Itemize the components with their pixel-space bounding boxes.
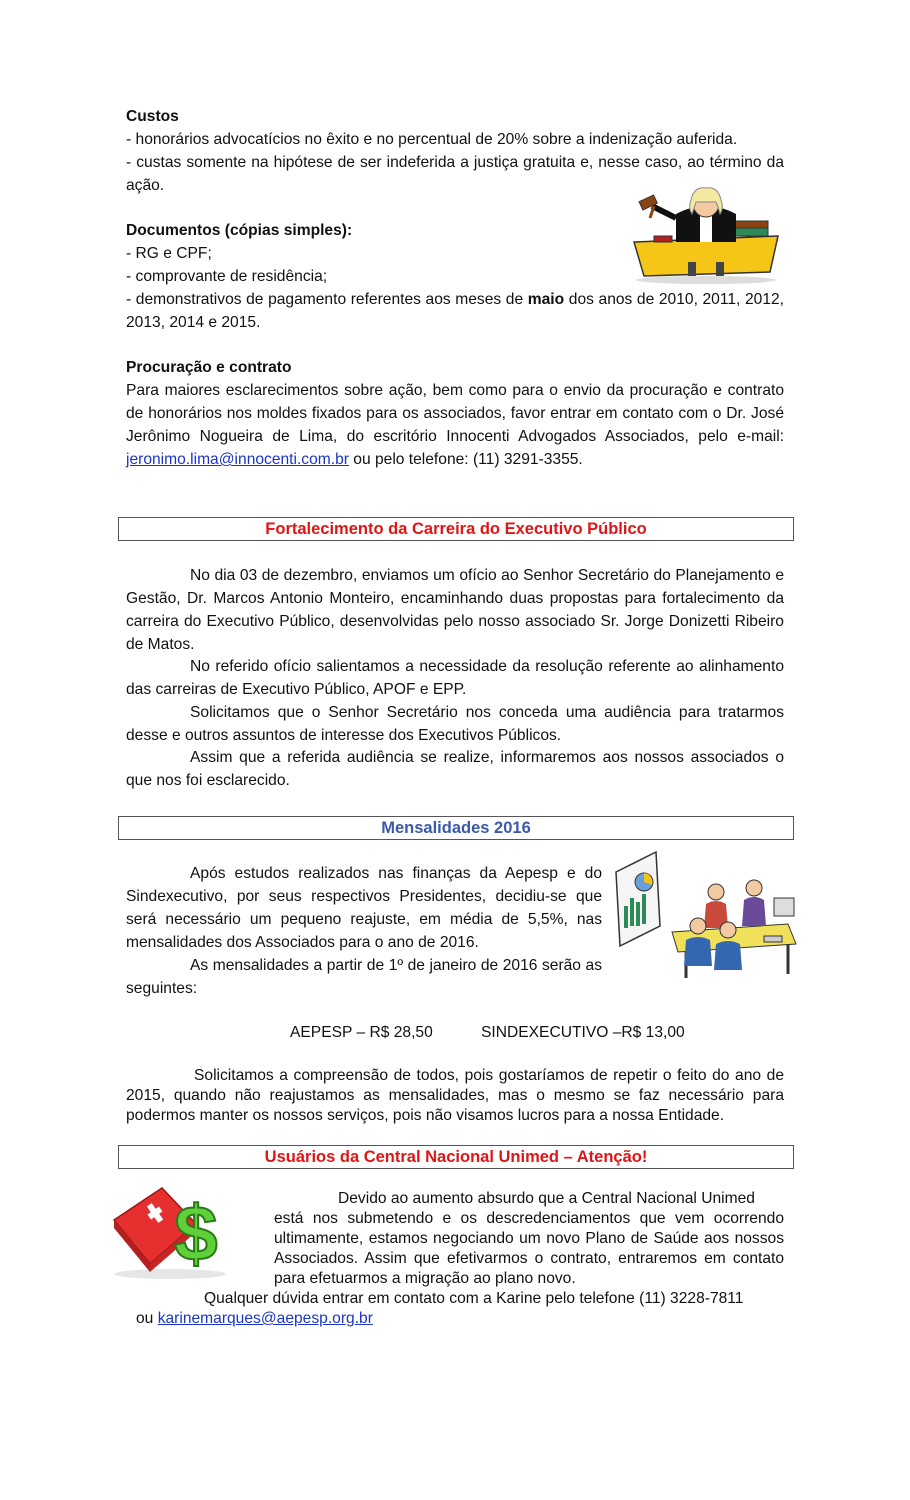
documents-item-residence: - comprovante de residência; xyxy=(126,268,328,285)
lawyer-email-link[interactable]: jeronimo.lima@innocenti.com.br xyxy=(126,451,349,468)
fees-paragraph-3: Solicitamos a compreensão de todos, pois gostaríamos de repetir o feito do ano de 2015, quando não reajustamos as mensalidades, mas o mesmo se faz necessário para podermos manter os nossos serviços, pois não visamos lucros para a nossa Entidade. xyxy=(126,1067,784,1124)
svg-text:$: $ xyxy=(174,1189,218,1277)
fee-sindexecutivo: SINDEXECUTIVO –R$ 13,00 xyxy=(481,1024,685,1041)
power-phone-text: ou pelo telefone: (11) 3291-3355. xyxy=(348,451,583,468)
payslips-text-a: - demonstrativos de pagamento referentes aos meses de xyxy=(126,291,528,308)
power-text: Para maiores esclarecimentos sobre ação, bem como para o envio da procuração e contrato de honorários nos moldes fixados para os associados, favor entrar em contato com o Dr. José Jerônimo Nogueira de Lima, do escritório Innocenti Advogados Associados, pelo e-mail: xyxy=(126,382,784,445)
costs-line-1: - honorários advocatícios no êxito e no percentual de 20% sobre a indenização auferida. xyxy=(126,131,738,148)
documents-item-rg-cpf: - RG e CPF; xyxy=(126,245,212,262)
fees-paragraph-1: Após estudos realizados nas finanças da Aepesp e do Sindexecutivo, por seus respectivos Presidentes, decidiu-se que será necessário um pequeno reajuste, em média de 5,5%, nas mensalidades dos Associados para o ano de 2016. xyxy=(126,865,602,951)
fee-aepesp: AEPESP – R$ 28,50 xyxy=(290,1024,433,1041)
payslips-bold-month: maio xyxy=(527,291,565,308)
costs-line-2: - custas somente na hipótese de ser indeferida a justiça gratuita e, nesse caso, ao término da ação. xyxy=(126,154,784,194)
documents-item-payslips xyxy=(126,288,784,334)
costs-heading: Custos xyxy=(126,108,179,125)
medical-kit-dollar-clipart xyxy=(110,1180,238,1280)
meeting-clipart xyxy=(612,848,800,982)
career-section-title: Fortalecimento da Carreira do Executivo Público xyxy=(118,517,794,541)
fees-paragraph-2: As mensalidades a partir de 1º de janeiro de 2016 serão as seguintes: xyxy=(126,957,602,997)
unimed-paragraph-1 xyxy=(274,1189,784,1289)
fees-section-title: Mensalidades 2016 xyxy=(118,816,794,840)
career-paragraph-4: Assim que a referida audiência se realize, informaremos aos nossos associados o que nos foi esclarecido. xyxy=(126,749,784,789)
career-paragraph-1: No dia 03 de dezembro, enviamos um ofício ao Senhor Secretário do Planejamento e Gestão, Dr. Marcos Antonio Monteiro, encaminhando duas propostas para fortalecimento da carreira do Executivo Público, desenvolvidas pelo nosso associado Sr. Jorge Donizetti Ribeiro de Matos. xyxy=(126,567,784,653)
documents-heading: Documentos (cópias simples): xyxy=(126,222,353,239)
unimed-first-line: Devido ao aumento absurdo que a Central Nacional Unimed xyxy=(338,1190,755,1207)
judge-clipart xyxy=(628,184,784,284)
unimed-rest: está nos submetendo e os descredenciamentos que vem ocorrendo ultimamente, estamos negociando um novo Plano de Saúde aos nossos Associados. Assim que efetivarmos o contrato, entraremos em contato para efetuarmos a migração ao plano novo. xyxy=(274,1210,784,1287)
karine-email-link[interactable]: karinemarques@aepesp.org.br xyxy=(157,1310,373,1327)
email-prefix: ou xyxy=(136,1310,158,1327)
power-paragraph xyxy=(126,379,784,471)
career-paragraph-3: Solicitamos que o Senhor Secretário nos conceda uma audiência para tratarmos desse e outros assuntos de interesse dos Executivos Públicos. xyxy=(126,704,784,744)
unimed-contact-line: Qualquer dúvida entrar em contato com a Karine pelo telefone (11) 3228-7811 xyxy=(204,1290,744,1307)
career-paragraph-2: No referido ofício salientamos a necessidade da resolução referente ao alinhamento das carreiras de Executivo Público, APOF e EPP. xyxy=(126,658,784,698)
power-heading: Procuração e contrato xyxy=(126,359,292,376)
payslips-text-b: dos anos de 2010, 2011, 2012, 2013, 2014 e 2015. xyxy=(126,291,784,331)
unimed-section-title: Usuários da Central Nacional Unimed – Atenção! xyxy=(118,1145,794,1169)
unimed-email-line xyxy=(136,1309,373,1329)
